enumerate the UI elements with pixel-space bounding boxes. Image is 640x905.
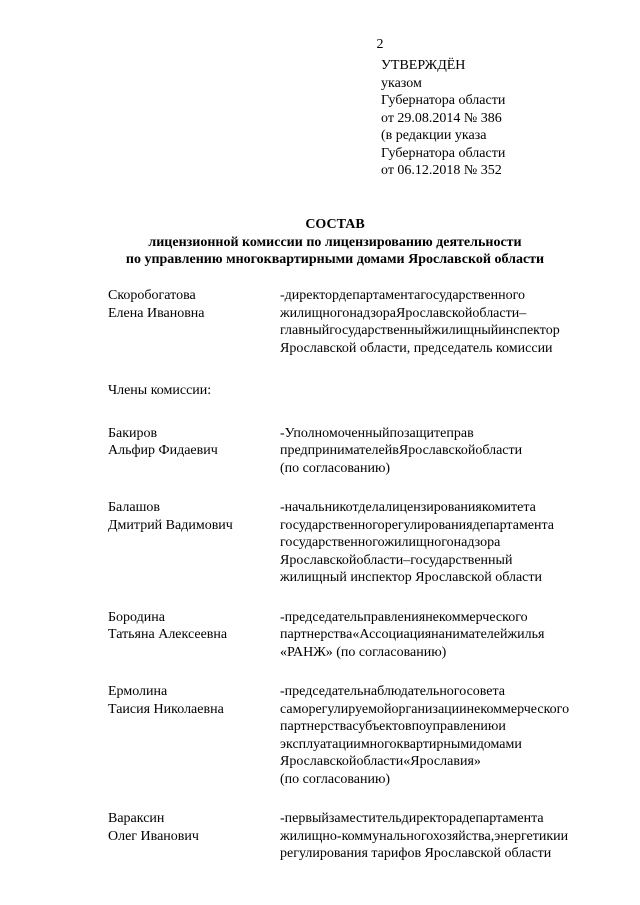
member-surname: Бородина bbox=[108, 609, 165, 625]
role-line: главныйгосударственныйжилищныйинспектор bbox=[280, 323, 560, 338]
member-entry bbox=[108, 609, 612, 662]
approval-line: Губернатора области bbox=[381, 93, 506, 108]
member-entry bbox=[108, 810, 612, 863]
member-role bbox=[280, 425, 612, 478]
member-entry bbox=[108, 499, 612, 587]
approval-line: от 29.08.2014 № 386 bbox=[381, 110, 502, 126]
role-line: -первыйзаместительдиректорадепартамента bbox=[280, 811, 544, 826]
approval-line: (в редакции указа bbox=[381, 128, 487, 143]
member-name bbox=[108, 499, 280, 587]
member-surname: Бакиров bbox=[108, 425, 158, 441]
approval-stamp bbox=[381, 57, 505, 180]
role-line: Ярославскойобласти«Ярославия» bbox=[280, 754, 481, 769]
member-given-name: Олег Иванович bbox=[108, 828, 199, 844]
member-given-name: Елена Ивановна bbox=[108, 305, 205, 321]
role-line: Ярославской области, председатель комиссии bbox=[280, 340, 553, 356]
role-line: -председательправлениянекоммерческого bbox=[280, 609, 528, 625]
member-entry bbox=[108, 683, 612, 788]
members-label: Члены комиссии: bbox=[108, 383, 212, 398]
commission-list bbox=[108, 287, 612, 863]
role-line: эксплуатациимногоквартирнымидомами bbox=[280, 736, 522, 752]
role-line: -председательнаблюдательногосовета bbox=[280, 684, 506, 699]
title-heading: СОСТАВ bbox=[305, 217, 365, 232]
member-role bbox=[280, 499, 612, 587]
role-line: -начальникотделалицензированиякомитета bbox=[280, 500, 536, 515]
member-name bbox=[108, 609, 280, 662]
member-name bbox=[108, 287, 280, 357]
member-name bbox=[108, 683, 280, 788]
chairman-entry bbox=[108, 287, 612, 357]
member-surname: Скоробогатова bbox=[108, 288, 196, 303]
role-line: (по согласованию) bbox=[280, 771, 391, 787]
member-given-name: Татьяна Алексеевна bbox=[108, 627, 228, 642]
role-line: саморегулируемойорганизациинекоммерческого bbox=[280, 701, 570, 717]
approval-line: Губернатора области bbox=[381, 145, 506, 161]
role-line: регулирования тарифов Ярославской области bbox=[280, 846, 552, 861]
member-name bbox=[108, 810, 280, 863]
role-line: -директордепартаментагосударственного bbox=[280, 288, 525, 303]
title-line: лицензионной комиссии по лицензированию деятельности bbox=[148, 234, 522, 250]
role-line: (по согласованию) bbox=[280, 460, 391, 476]
member-role bbox=[280, 683, 612, 788]
member-given-name: Дмитрий Вадимович bbox=[108, 517, 233, 533]
role-line: партнерствасубъектовпоуправлениюи bbox=[280, 719, 506, 734]
member-role bbox=[280, 810, 612, 863]
document-title bbox=[80, 216, 590, 269]
role-line: «РАНЖ» (по согласованию) bbox=[280, 644, 447, 660]
member-given-name: Таисия Николаевна bbox=[108, 701, 224, 717]
role-line: Ярославскойобласти–государственный bbox=[280, 552, 513, 568]
approval-line: от 06.12.2018 № 352 bbox=[381, 163, 502, 178]
role-line: партнерства«Ассоциациянанимателейжилья bbox=[280, 627, 545, 642]
role-line: жилищногонадзораЯрославскойобласти– bbox=[280, 305, 527, 321]
page-number: 2 bbox=[376, 37, 384, 52]
member-surname: Ермолина bbox=[108, 684, 168, 699]
role-line: государственногожилищногонадзора bbox=[280, 535, 501, 550]
title-line: по управлению многоквартирными домами Ярославской области bbox=[125, 252, 545, 267]
member-surname: Вараксин bbox=[108, 811, 165, 826]
member-entry bbox=[108, 425, 612, 478]
member-surname: Балашов bbox=[108, 500, 160, 515]
member-role bbox=[280, 287, 612, 357]
approval-line: указом bbox=[381, 75, 422, 91]
member-name bbox=[108, 425, 280, 478]
member-given-name: Альфир Фидаевич bbox=[108, 443, 218, 458]
approval-line: УТВЕРЖДЁН bbox=[381, 58, 466, 73]
role-line: -Уполномоченныйпозащитеправ bbox=[280, 425, 474, 441]
role-line: предпринимателейвЯрославскойобласти bbox=[280, 443, 523, 458]
member-role bbox=[280, 609, 612, 662]
role-line: жилищный инспектор Ярославской области bbox=[280, 570, 542, 585]
role-line: государственногорегулированиядепартамента bbox=[280, 517, 555, 533]
role-line: жилищно-коммунальногохозяйства,энергетикии bbox=[280, 828, 569, 844]
